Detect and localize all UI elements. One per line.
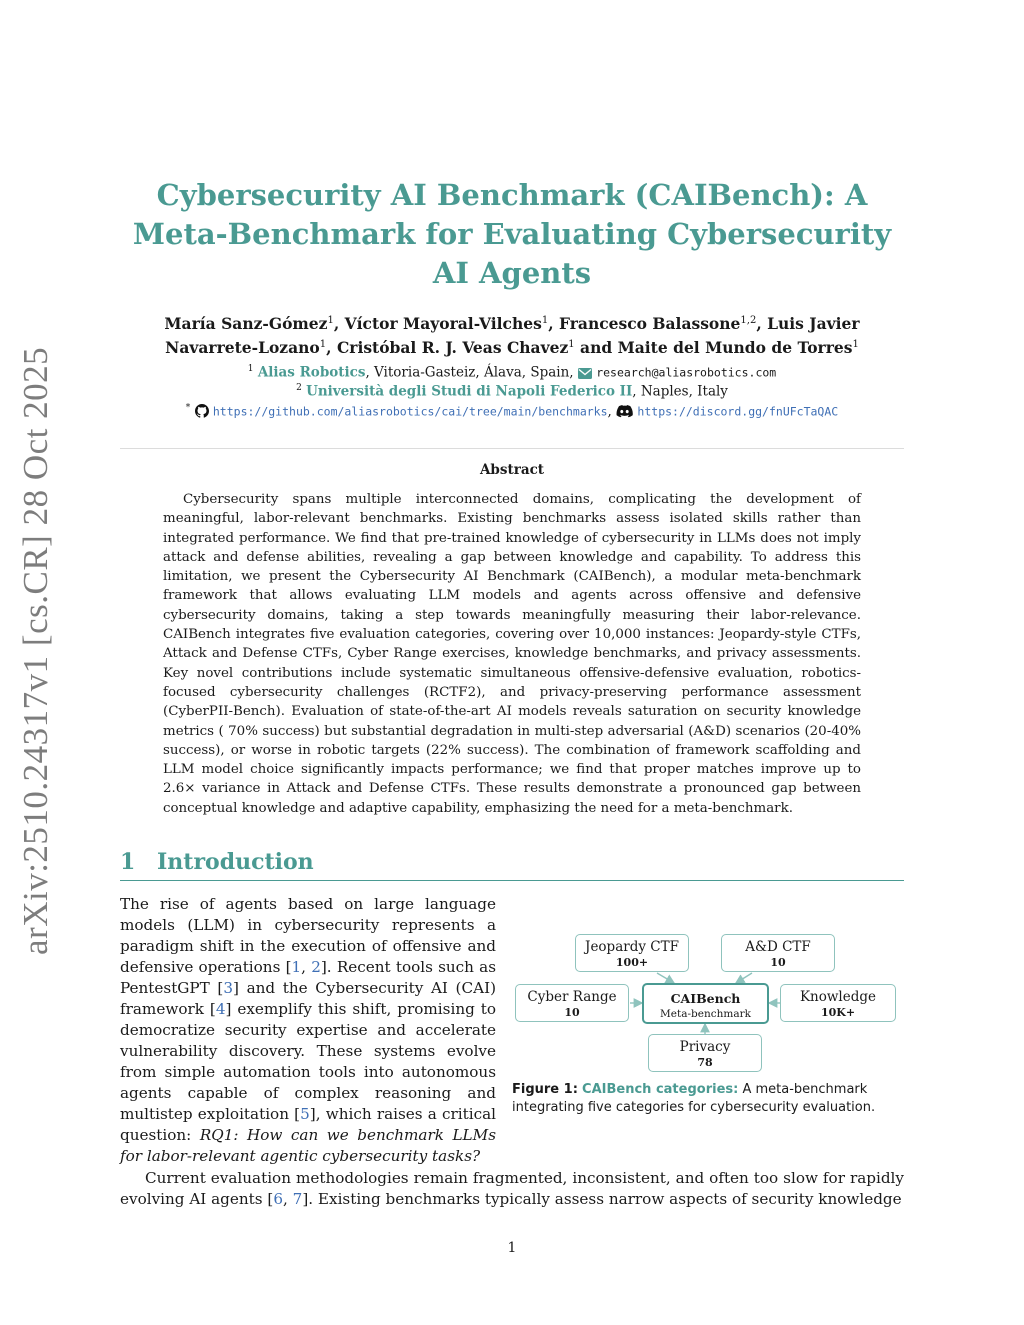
affiliation-org-link[interactable]: Università degli Studi di Napoli Federico II <box>306 383 633 400</box>
affiliation-marker: 2 <box>296 383 302 393</box>
affiliation-org-link[interactable]: Alias Robotics <box>257 364 366 381</box>
header-divider <box>120 448 904 449</box>
author-name: María Sanz-Gómez <box>164 314 328 334</box>
author-name: Cristóbal R. J. Veas Chavez <box>336 338 569 358</box>
abstract-body: Cybersecurity spans multiple interconnected domains, complicating the development of meaningful, labor-relevant benchmarks. Existing benchmarks assess isolated skills rather than integrated performance. We find that pre-trained knowledge of cybersecurity in LLMs does not imply attack and defense abilities, revealing a gap between knowledge and capability. To address this limitation, we present the Cybersecurity AI Benchmark (CAIBench), a modular meta-benchmark framework that allows evaluating LLM models and agents across offensive and defensive cybersecurity domains, taking a step towards meaningfully measuring their labor-relevance. CAIBench integrates five evaluation categories, covering over 10,000 instances: Jeopardy-style CTFs, Attack and Defense CTFs, Cyber Range exercises, knowledge benchmarks, and privacy assessments. Key novel contributions include systematic simultaneous offensive-defensive evaluation, robotics-focused cybersecurity challenges (RCTF2), and privacy-preserving performance assessment (CyberPII-Bench). Evaluation of state-of-the-art AI models reveals saturation on security knowledge metrics ( 70% success) but substantial degradation in multi-step adversarial (A&D) scenarios (20-40% success), or worse in robotic targets (22% success). The combination of framework scaffolding and LLM model choice significantly impacts performance; we find that proper matches improve up to 2.6× variance in Attack and Defense CTFs. These results demonstrate a pronounced gap between conceptual knowledge and adaptive capability, emphasizing the need for a meta-benchmark. <box>163 492 861 816</box>
citation-link[interactable]: 1 <box>291 958 302 976</box>
intro-paragraph-2: Current evaluation methodologies remain fragmented, inconsistent, and often too slow for rapidly evolving AI agents [6, 7]. Existing benchmarks typically assess narrow aspects of security knowledge <box>120 1169 904 1208</box>
intro-paragraph-1: The rise of agents based on large language models (LLM) in cybersecurity represents a paradigm shift in the execution of offensive and defensive operations [1, 2]. Recent tools such as PentestGPT [3] and the Cybersecurity AI (CAI) framework [4] exemplify this shift, promising to democratize security expertise and accelerate vulnerability discovery. These systems evolve from simple automation tools into autonomous agents capable of complex reasoning and multistep exploitation [5], which raises a critical question: RQ1: How can we benchmark LLMs for labor-relevant agentic cybersecurity tasks? <box>120 895 497 1165</box>
affiliation-2 <box>120 379 904 401</box>
connector-ad <box>736 973 752 983</box>
citation-link[interactable]: 5 <box>300 1105 310 1123</box>
research-question: RQ1: How can we benchmark LLMs for labor-relevant agentic cybersecurity tasks? <box>120 1126 496 1165</box>
node-knowledge: Knowledge 10K+ <box>780 984 896 1022</box>
github-link[interactable]: https://github.com/aliasrobotics/cai/tree/main/benchmarks <box>212 404 608 419</box>
author-affiliation-marker: 1,2 <box>740 315 757 326</box>
figure-1-diagram <box>512 928 904 1078</box>
github-icon <box>195 404 209 423</box>
discord-icon <box>616 405 633 423</box>
abstract-heading: Abstract <box>479 462 545 478</box>
citation-link[interactable]: 2 <box>311 958 321 976</box>
figure-title: CAIBench categories: <box>582 1082 739 1097</box>
section-divider <box>120 880 904 881</box>
author-name: Luis Javier Navarrete-Lozano <box>165 314 860 358</box>
author-name: Víctor Mayoral-Vilches <box>344 314 542 334</box>
citation-link[interactable]: 3 <box>223 979 234 997</box>
author-affiliation-marker: 1 <box>319 339 327 351</box>
figure-caption <box>512 1081 904 1117</box>
author-list: María Sanz-Gómez$^1$, Víctor Mayoral-Vilches$^1$, Francesco Balassone$^{1,2}$, Luis Javier Navarrete-Lozano$^1$, Cristóbal R. J. Veas Chavez$^1$ and Maite del Mundo de Torres$^1$ <box>164 314 860 358</box>
contact-email[interactable]: research@aliasrobotics.com <box>596 365 777 380</box>
node-ad-ctf: A&D CTF 10 <box>721 934 835 972</box>
connector-jeopardy <box>657 973 674 983</box>
node-caibench: CAIBench Meta-benchmark <box>642 983 769 1024</box>
author-name: Maite del Mundo de Torres <box>617 338 853 358</box>
author-affiliation-marker: 1 <box>327 315 334 326</box>
affiliation-location: , Vitoria-Gasteiz, Álava, Spain, <box>365 364 578 381</box>
node-privacy: Privacy 78 <box>648 1034 762 1072</box>
citation-link[interactable]: 4 <box>215 1000 226 1018</box>
section-heading <box>120 849 904 875</box>
affiliation-location: , Naples, Italy <box>632 383 728 400</box>
node-jeopardy-ctf: Jeopardy CTF 100+ <box>575 934 689 972</box>
paper-title: Cybersecurity AI Benchmark (CAIBench): A Meta-Benchmark for Evaluating Cybersecurity AI Agents <box>132 178 892 290</box>
figure-caption-text: A meta-benchmark integrating five categories for cybersecurity evaluation. <box>512 1082 876 1115</box>
author-affiliation-marker: 1 <box>852 339 859 351</box>
citation-link[interactable]: 7 <box>292 1190 303 1208</box>
discord-link[interactable]: https://discord.gg/fnUFcTaQAC <box>637 404 839 419</box>
arxiv-stamp: arXiv:2510.24317v1 [cs.CR] 28 Oct 2025 <box>16 346 55 955</box>
page-number: 1 <box>507 1240 517 1256</box>
figure-label: Figure 1: <box>512 1082 578 1097</box>
author-name: Francesco Balassone <box>559 314 741 334</box>
section-number: 1 <box>120 849 136 875</box>
node-cyber-range: Cyber Range 10 <box>515 984 629 1022</box>
author-affiliation-marker: 1 <box>541 315 549 326</box>
footnote-marker: * <box>185 403 191 413</box>
resource-links: * https://github.com/aliasrobotics/cai/tree/main/benchmarks, https://discord.gg/fnUFcTaQAC <box>120 399 904 423</box>
affiliation-marker: 1 <box>247 364 254 374</box>
citation-link[interactable]: 6 <box>273 1190 284 1208</box>
section-title: Introduction <box>157 849 314 875</box>
author-affiliation-marker: 1 <box>568 339 575 351</box>
